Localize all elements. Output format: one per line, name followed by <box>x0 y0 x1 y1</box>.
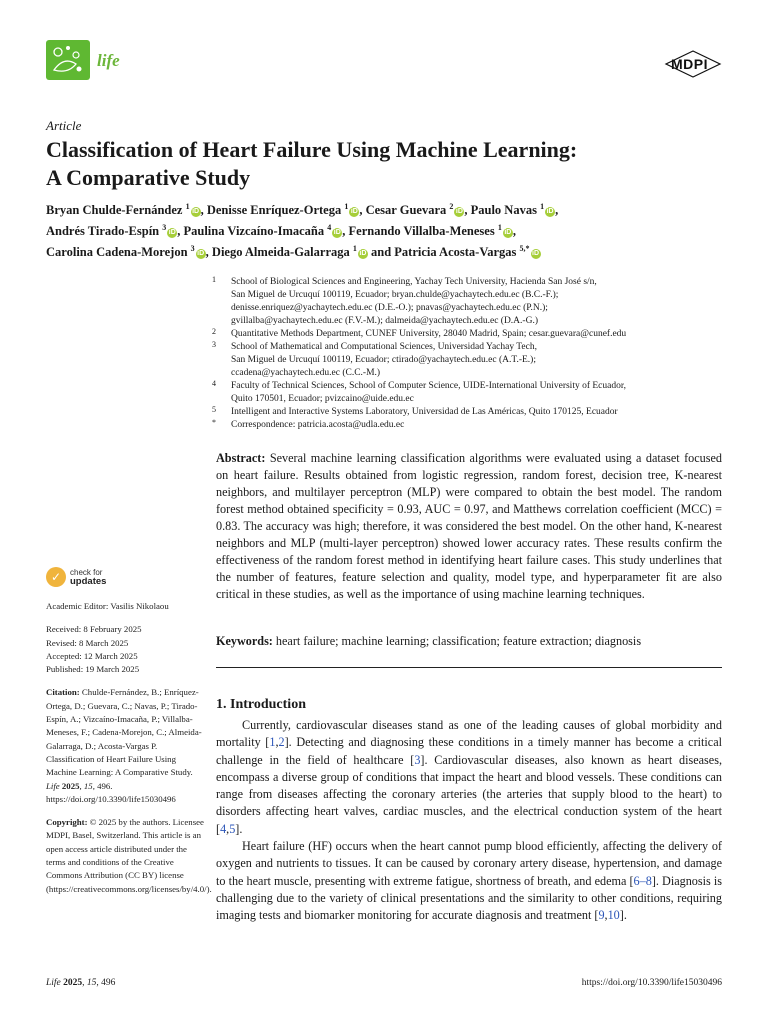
academic-editor: Academic Editor: Vasilis Nikolaou <box>46 601 169 611</box>
author-name: Diego Almeida-Galarraga <box>211 245 350 260</box>
orcid-icon[interactable]: iD <box>359 250 367 258</box>
copyright-block <box>46 816 212 896</box>
author-affiliation: 1 <box>352 244 357 254</box>
citation-journal: Life <box>46 780 60 791</box>
orcid-icon[interactable]: iD <box>350 208 358 216</box>
paragraph-text: Currently, cardiovascular diseases stand as one of the leading causes of global morbidity and mortality [ <box>216 718 722 750</box>
author-affiliation: 1 <box>497 223 502 233</box>
abstract-text: Several machine learning classification algorithms were evaluated using a dataset focused on heart failure. Results obtained from logistic regression, random forest, decision tree, K-nearest neighbors, and multilayer perceptron (MLP) were compared to obtain the best model. The random forest method obtained specificity = 0.93, AUC = 0.97, and Matthews correlation coefficient (MCC) = 0.83. The accuracy was high; therefore, it was considered the best model. On the other hand, K-nearest neighbors and MLP (multi-layer perceptron) showed lower accuracy rates. These results confirm the effectiveness of the random forest method in identifying heart failure cases. This study underlines that the number of features, feature selection and quality, model type, and hyperparameter fit are also critical in these studies, as well as the importance of using machine learning techniques. <box>216 451 722 601</box>
copyright-text: © 2025 by the authors. Licensee MDPI, Basel, Switzerland. This article is an open access article distributed under the terms and conditions of the Creative Commons Attribution (CC BY) license (https://creativecommons.org/licenses/by/4.0/). <box>46 817 212 894</box>
accepted-date: Accepted: 12 March 2025 <box>46 650 138 661</box>
affiliation-line: Quantitative Methods Department, CUNEF University, 28040 Madrid, Spain; cesar.guevara@cunef.edu <box>231 329 627 339</box>
affiliation-line: denisse.enriquez@yachaytech.edu.ec (D.E.-O.); pnavas@yachaytech.edu.ec (P.N.); <box>231 303 548 313</box>
affiliation-number: 1 <box>212 275 216 284</box>
author-name: Denisse Enríquez-Ortega <box>206 203 342 218</box>
author-name: Cesar Guevara <box>365 203 447 218</box>
citation-link[interactable]: 2 <box>278 735 285 750</box>
paragraph-text: ]. Detecting and diagnosing these conditions in a timely manner has become a critical challenge in the field of healthcare [ <box>216 735 722 767</box>
affiliation-number: 5 <box>212 405 216 414</box>
affiliation-number: 4 <box>212 379 216 388</box>
footer-citation: Life 2025, 15, 496 <box>46 978 116 988</box>
orcid-icon[interactable]: iD <box>192 208 200 216</box>
affiliation-line: San Miguel de Urcuquí 100119, Ecuador; bryan.chulde@yachaytech.edu.ec (B.C.-F.); <box>231 290 559 300</box>
paragraph-text: ]. <box>619 908 627 923</box>
footer-volume: 15 <box>86 978 97 988</box>
orcid-icon[interactable]: iD <box>168 229 176 237</box>
citation-volume: 15 <box>83 780 93 791</box>
keywords-text: heart failure; machine learning; classification; feature extraction; diagnosis <box>275 634 642 648</box>
footer-doi-link[interactable]: https://doi.org/10.3390/life15030496 <box>581 978 722 988</box>
author-affiliation: 1 <box>540 202 545 211</box>
paragraph-text: Heart failure (HF) occurs when the heart cannot pump blood efficiently, affecting the delivery of oxygen and nutrients to tissues. It can be caused by coronary artery disease, hypertension, and damage to the heart muscle, presenting with extreme fatigue, shortness of breath, and edema [ <box>216 839 722 888</box>
citation-link[interactable]: 4 <box>220 821 227 836</box>
paragraph: Currently, cardiovascular diseases stand as one of the leading causes of global morbidity and mortality [1,2]. Detecting and diagnosing these conditions in a timely manner has become a critical challenge in the field of healthcare [3]. Cardiovascular diseases, also known as heart diseases, encompass a diverse group of conditions that impact the heart and blood vessels. These conditions can range from diseases affecting the coronary arteries (the arteries that supply blood to the heart) to disorders affecting heart valves, cardiac muscles, and the electrical conduction system of the heart [4,5]. <box>216 718 723 836</box>
affiliation-item <box>212 341 732 380</box>
affiliation-item <box>212 276 732 328</box>
citation-text: Chulde-Fernández, B.; Enríquez-Ortega, D.; Guevara, C.; Navas, P.; Tirado-Espín, A.; Vizcaíno-Imacaña, P.; Villalba-Meneses, F.; Cadena-Morejon, C.; Almeida-Galarraga, D.; Acosta-Vargas P. Classification of Heart Failure Using Machine Learning: A Comparative Study. <box>46 687 202 778</box>
published-date: Published: 19 March 2025 <box>46 664 140 675</box>
affiliation-item <box>212 380 732 406</box>
citation-link[interactable]: 9 <box>598 908 605 923</box>
check-updates-label <box>70 568 130 586</box>
orcid-icon[interactable]: iD <box>197 250 205 258</box>
check-updates-line: updates <box>70 576 107 587</box>
footer-journal: Life <box>46 978 61 988</box>
orcid-icon[interactable]: iD <box>532 250 539 258</box>
dates-block <box>46 623 206 676</box>
author-name: Patricia Acosta-Vargas <box>394 245 517 260</box>
author-affiliation: 1 <box>185 202 190 211</box>
publisher-logo-text: MDPI <box>671 56 708 72</box>
author-name: Fernando Villalba-Meneses <box>348 224 495 239</box>
affiliation-number: 3 <box>212 340 216 349</box>
affiliation-line: gvillalba@yachaytech.edu.ec (F.V.-M.); dalmeida@yachaytech.edu.ec (D.A.-G.) <box>231 316 538 326</box>
intro-body <box>216 717 722 925</box>
author-list: Bryan Chulde-Fernández $^1$iD , Denisse Enríquez-Ortega $^1$iD , Cesar Guevara $^2$iD , Paulo Navas $^1$iD , Andrés Tirado-Espín $^3$iD , Paulina Vizcaíno-Imacaña $^4$iD , Fernando Villalba-Meneses $^1$iD , Carolina Cadena-Morejon $^3$iD , Diego Almeida-Galarraga $^1$iD and Patricia Acosta-Vargas $^{5,*}$iD <box>46 202 559 260</box>
author-name: Bryan Chulde-Fernández <box>46 203 183 218</box>
citation-link[interactable]: 5 <box>229 821 236 836</box>
affiliation-item <box>212 406 732 419</box>
author-affiliation: 1 <box>344 202 349 211</box>
received-date: Received: 8 February 2025 <box>46 624 142 635</box>
author-affiliation: 4 <box>327 223 332 233</box>
author-affiliation: 3 <box>190 244 195 254</box>
paragraph-text: ]. <box>235 821 243 836</box>
affiliation-line: School of Biological Sciences and Engineering, Yachay Tech University, Hacienda San José s/n, <box>231 277 597 287</box>
citation-block: Citation: Chulde-Fernández, B.; Enríquez-Ortega, D.; Guevara, C.; Navas, P.; Tirado-Espín, A.; Vizcaíno-Imacaña, P.; Villalba-Meneses, F.; Cadena-Morejon, C.; Almeida-Galarraga, D.; Acosta-Vargas P. Classification of Heart Failure Using Machine Learning: A Comparative Study. Life 2025, 15, 496. https://doi.org/10.3390/life15030496 <box>46 687 202 804</box>
affiliation-line: ccadena@yachaytech.edu.ec (C.C.-M.) <box>231 368 381 378</box>
orcid-icon[interactable]: iD <box>333 229 341 237</box>
affiliation-line: Quito 170501, Ecuador; pvizcaino@uide.edu.ec <box>231 394 414 404</box>
orcid-icon[interactable]: iD <box>504 229 512 237</box>
title-line-1: Classification of Heart Failure Using Machine Learning: <box>46 137 578 162</box>
affiliation-item <box>212 328 732 341</box>
article-type: Article <box>46 118 82 133</box>
check-updates-line: check for <box>70 568 103 577</box>
orcid-icon[interactable]: iD <box>546 208 554 216</box>
keywords <box>216 633 722 650</box>
affiliation-item <box>212 419 732 432</box>
section-divider <box>216 667 722 668</box>
orcid-icon[interactable]: iD <box>455 208 463 216</box>
author-affiliation: 5,* <box>519 244 530 254</box>
article-title <box>46 136 726 192</box>
author-name: Andrés Tirado-Espín <box>46 224 160 239</box>
paragraph: Heart failure (HF) occurs when the heart cannot pump blood efficiently, affecting the delivery of oxygen and nutrients to tissues. It can be caused by coronary artery disease, hypertension, and damage to the heart muscle, presenting with extreme fatigue, shortness of breath, and edema [6–8]. Diagnosis is challenging due to the variety of clinical presentations and the similarity to other conditions, requiring imaging tests and biomarker monitoring for accurate diagnosis and treatment [9,10]. <box>216 839 722 923</box>
abstract <box>216 450 722 603</box>
citation-link[interactable]: 6–8 <box>633 873 652 888</box>
abstract-label: Abstract: <box>216 451 266 465</box>
author-name: Carolina Cadena-Morejon <box>46 245 188 260</box>
paragraph-text: ]. Cardiovascular diseases, also known as heart diseases, encompass a diverse group of conditions that impact the heart and blood vessels. These conditions can range from diseases affecting the coronary arteries (the arteries that supply blood to the heart) to disorders affecting heart valves, cardiac muscles, and the electrical conduction system of the heart [ <box>216 752 723 836</box>
author-affiliation: 2 <box>449 202 454 211</box>
affiliation-line: School of Mathematical and Computational Sciences, Universidad Yachay Tech, <box>231 342 537 352</box>
citation-link[interactable]: 1 <box>269 735 276 750</box>
checkmark-icon: ✓ <box>51 570 62 584</box>
author-name: Paulina Vizcaíno-Imacaña <box>183 224 325 239</box>
revised-date: Revised: 8 March 2025 <box>46 637 129 648</box>
affiliation-line: San Miguel de Urcuquí 100119, Ecuador; ctirado@yachaytech.edu.ec (A.T.-E.); <box>231 355 536 365</box>
section-heading: 1. Introduction <box>216 697 306 712</box>
affiliation-line: Faculty of Technical Sciences, School of Computer Science, UIDE-International University of Ecuador, <box>231 381 627 391</box>
author-name: Paulo Navas <box>470 203 537 218</box>
affiliation-number: * <box>212 418 216 427</box>
title-line-2: A Comparative Study <box>46 165 251 190</box>
citation-year: 2025 <box>61 780 80 791</box>
copyright-label: Copyright: <box>46 817 88 828</box>
affiliation-line: Correspondence: patricia.acosta@udla.edu.ec <box>231 420 405 430</box>
citation-label: Citation: <box>46 687 80 698</box>
footer-page: , 496 <box>96 978 116 988</box>
author-affiliation: 3 <box>162 223 167 233</box>
affiliation-number: 2 <box>212 327 216 336</box>
citation-link[interactable]: 10 <box>607 908 620 923</box>
author-connector: and <box>371 245 392 260</box>
paragraph-text: ]. Diagnosis is challenging due to the variety of clinical presentations and the similarity to other conditions, requiring imaging tests and biomarker monitoring for accurate diagnosis and treatment [ <box>216 873 722 923</box>
article-sidebar <box>46 600 212 906</box>
keywords-label: Keywords: <box>216 634 273 648</box>
citation-link[interactable]: 3 <box>414 752 421 767</box>
journal-logo-icon <box>46 40 90 80</box>
affiliation-line: Intelligent and Interactive Systems Laboratory, Universidad de Las Américas, Quito 170125, Ecuador <box>231 407 618 417</box>
affiliations <box>212 276 732 432</box>
footer-year: 2025 <box>63 978 83 988</box>
citation-doi[interactable]: , 496. https://doi.org/10.3390/life15030496 <box>46 780 176 804</box>
journal-name: life <box>97 51 120 70</box>
